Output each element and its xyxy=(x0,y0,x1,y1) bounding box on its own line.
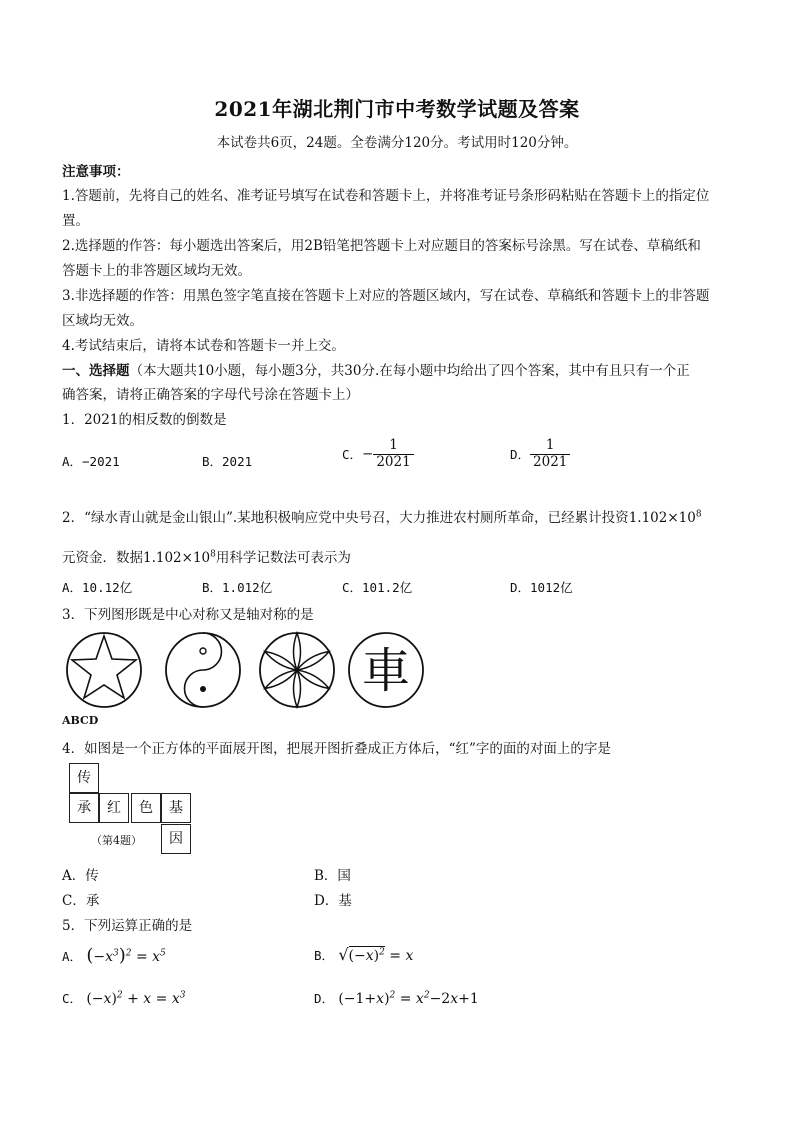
note-line: 1.答题前，先将自己的姓名、准考证号填写在试卷和答题卡上，并将准考证号条形码粘贴在答题卡上的指定位 xyxy=(62,188,710,204)
net-cell: 基 xyxy=(161,793,191,823)
q1-option-d: D． $\frac{1}{2021}$ xyxy=(510,438,570,470)
q4-option-c: C．承 xyxy=(62,893,100,909)
star-circle-figure xyxy=(64,630,144,710)
formula: $(-x^3)^2 = x^5$ xyxy=(86,945,166,966)
q5-option-c: C． $(-x)^2 + x = x^3$ xyxy=(62,990,186,1007)
q2-option-c: C．101.2亿 xyxy=(342,580,413,595)
q5-option-d: D． $(-1+x)^2 = x^2-2x+1$ xyxy=(314,990,479,1007)
section-heading xyxy=(62,359,690,379)
note-line: 答题卡上的非答题区域均无效。 xyxy=(62,263,251,279)
fraction: $\frac{1}{2021}$ xyxy=(530,438,570,470)
notes-heading: 注意事项： xyxy=(62,164,130,180)
figure-labels: ABCD xyxy=(62,714,99,727)
net-cell: 传 xyxy=(69,763,99,793)
net-cell: 红 xyxy=(99,793,129,823)
note-line: 4.考试结束后，请将本试卷和答题卡一并上交。 xyxy=(62,338,345,354)
q1-option-a: A．−2021 xyxy=(62,454,120,469)
question-5-stem: 5．下列运算正确的是 xyxy=(62,918,193,934)
q4-option-a: A．传 xyxy=(62,868,99,884)
formula: $(-1+x)^2 = x^2-2x+1$ xyxy=(338,990,479,1007)
net-cell: 色 xyxy=(131,793,161,823)
formula: $√(-x)^2 = x$ xyxy=(338,945,414,964)
fraction: $\frac{1}{2021}$ xyxy=(373,438,413,470)
svg-text:車: 車 xyxy=(361,643,411,699)
character-circle-figure xyxy=(346,630,426,710)
note-line: 2.选择题的作答：每小题选出答案后，用2B铅笔把答题卡上对应题目的答案标号涂黑。写在试卷、草稿纸和 xyxy=(62,238,701,254)
note-line: 置。 xyxy=(62,213,89,229)
q4-option-b: B．国 xyxy=(314,868,351,884)
q5-option-b: B． $√(-x)^2 = x$ xyxy=(314,945,414,964)
q2-option-d: D．1012亿 xyxy=(510,580,573,595)
question-4-stem: 4．如图是一个正方体的平面展开图，把展开图折叠成正方体后，“红”字的面的对面上的字是 xyxy=(62,741,611,757)
section-instructions-line2: 确答案，请将正确答案的字母代号涂在答题卡上） xyxy=(62,387,359,403)
question-2-stem-line2: 元资金．数据$1.102\times 10^8$用科学记数法可表示为 xyxy=(62,549,351,566)
q1-option-b: B．2021 xyxy=(202,454,253,469)
q1-option-c: C．− $\frac{1}{2021}$ xyxy=(342,438,414,470)
page-subtitle: 本试卷共6页，24题。全卷满分120分。考试用时120分钟。 xyxy=(216,135,578,151)
cube-net xyxy=(69,763,199,858)
page-title: 2021年湖北荆门市中考数学试题及答案 xyxy=(214,97,580,121)
q2-option-b: B．1.012亿 xyxy=(202,580,273,595)
question-3-stem: 3．下列图形既是中心对称又是轴对称的是 xyxy=(62,607,314,623)
q2-option-a: A．10.12亿 xyxy=(62,580,133,595)
figure-caption: （第4题） xyxy=(91,834,142,847)
flower-circle-figure xyxy=(257,630,337,710)
q4-option-d: D．基 xyxy=(314,893,352,909)
note-line: 3.非选择题的作答：用黑色签字笔直接在答题卡上对应的答题区域内，写在试卷、草稿纸和答题卡上的非答题 xyxy=(62,288,710,304)
net-cell: 因 xyxy=(161,824,191,854)
net-cell: 承 xyxy=(69,793,99,823)
question-2-stem: 2．“绿水青山就是金山银山”.某地积极响应党中央号召，大力推进农村厕所革命，已经累计投资$1.102\times 10^8$ xyxy=(62,509,702,526)
yin-yang-figure xyxy=(163,630,243,710)
q5-option-a: A． $(-x^3)^2 = x^5$ xyxy=(62,945,166,966)
section-instructions: （本大题共10小题，每小题3分，共30分.在每小题中均给出了四个答案，其中有且只有一个正 xyxy=(129,363,690,379)
section-label: 一、选择题 xyxy=(62,363,130,379)
question-1-stem: 1．2021的相反数的倒数是 xyxy=(62,412,227,428)
formula: $(-x)^2 + x = x^3$ xyxy=(86,990,186,1007)
note-line: 区域均无效。 xyxy=(62,313,143,329)
